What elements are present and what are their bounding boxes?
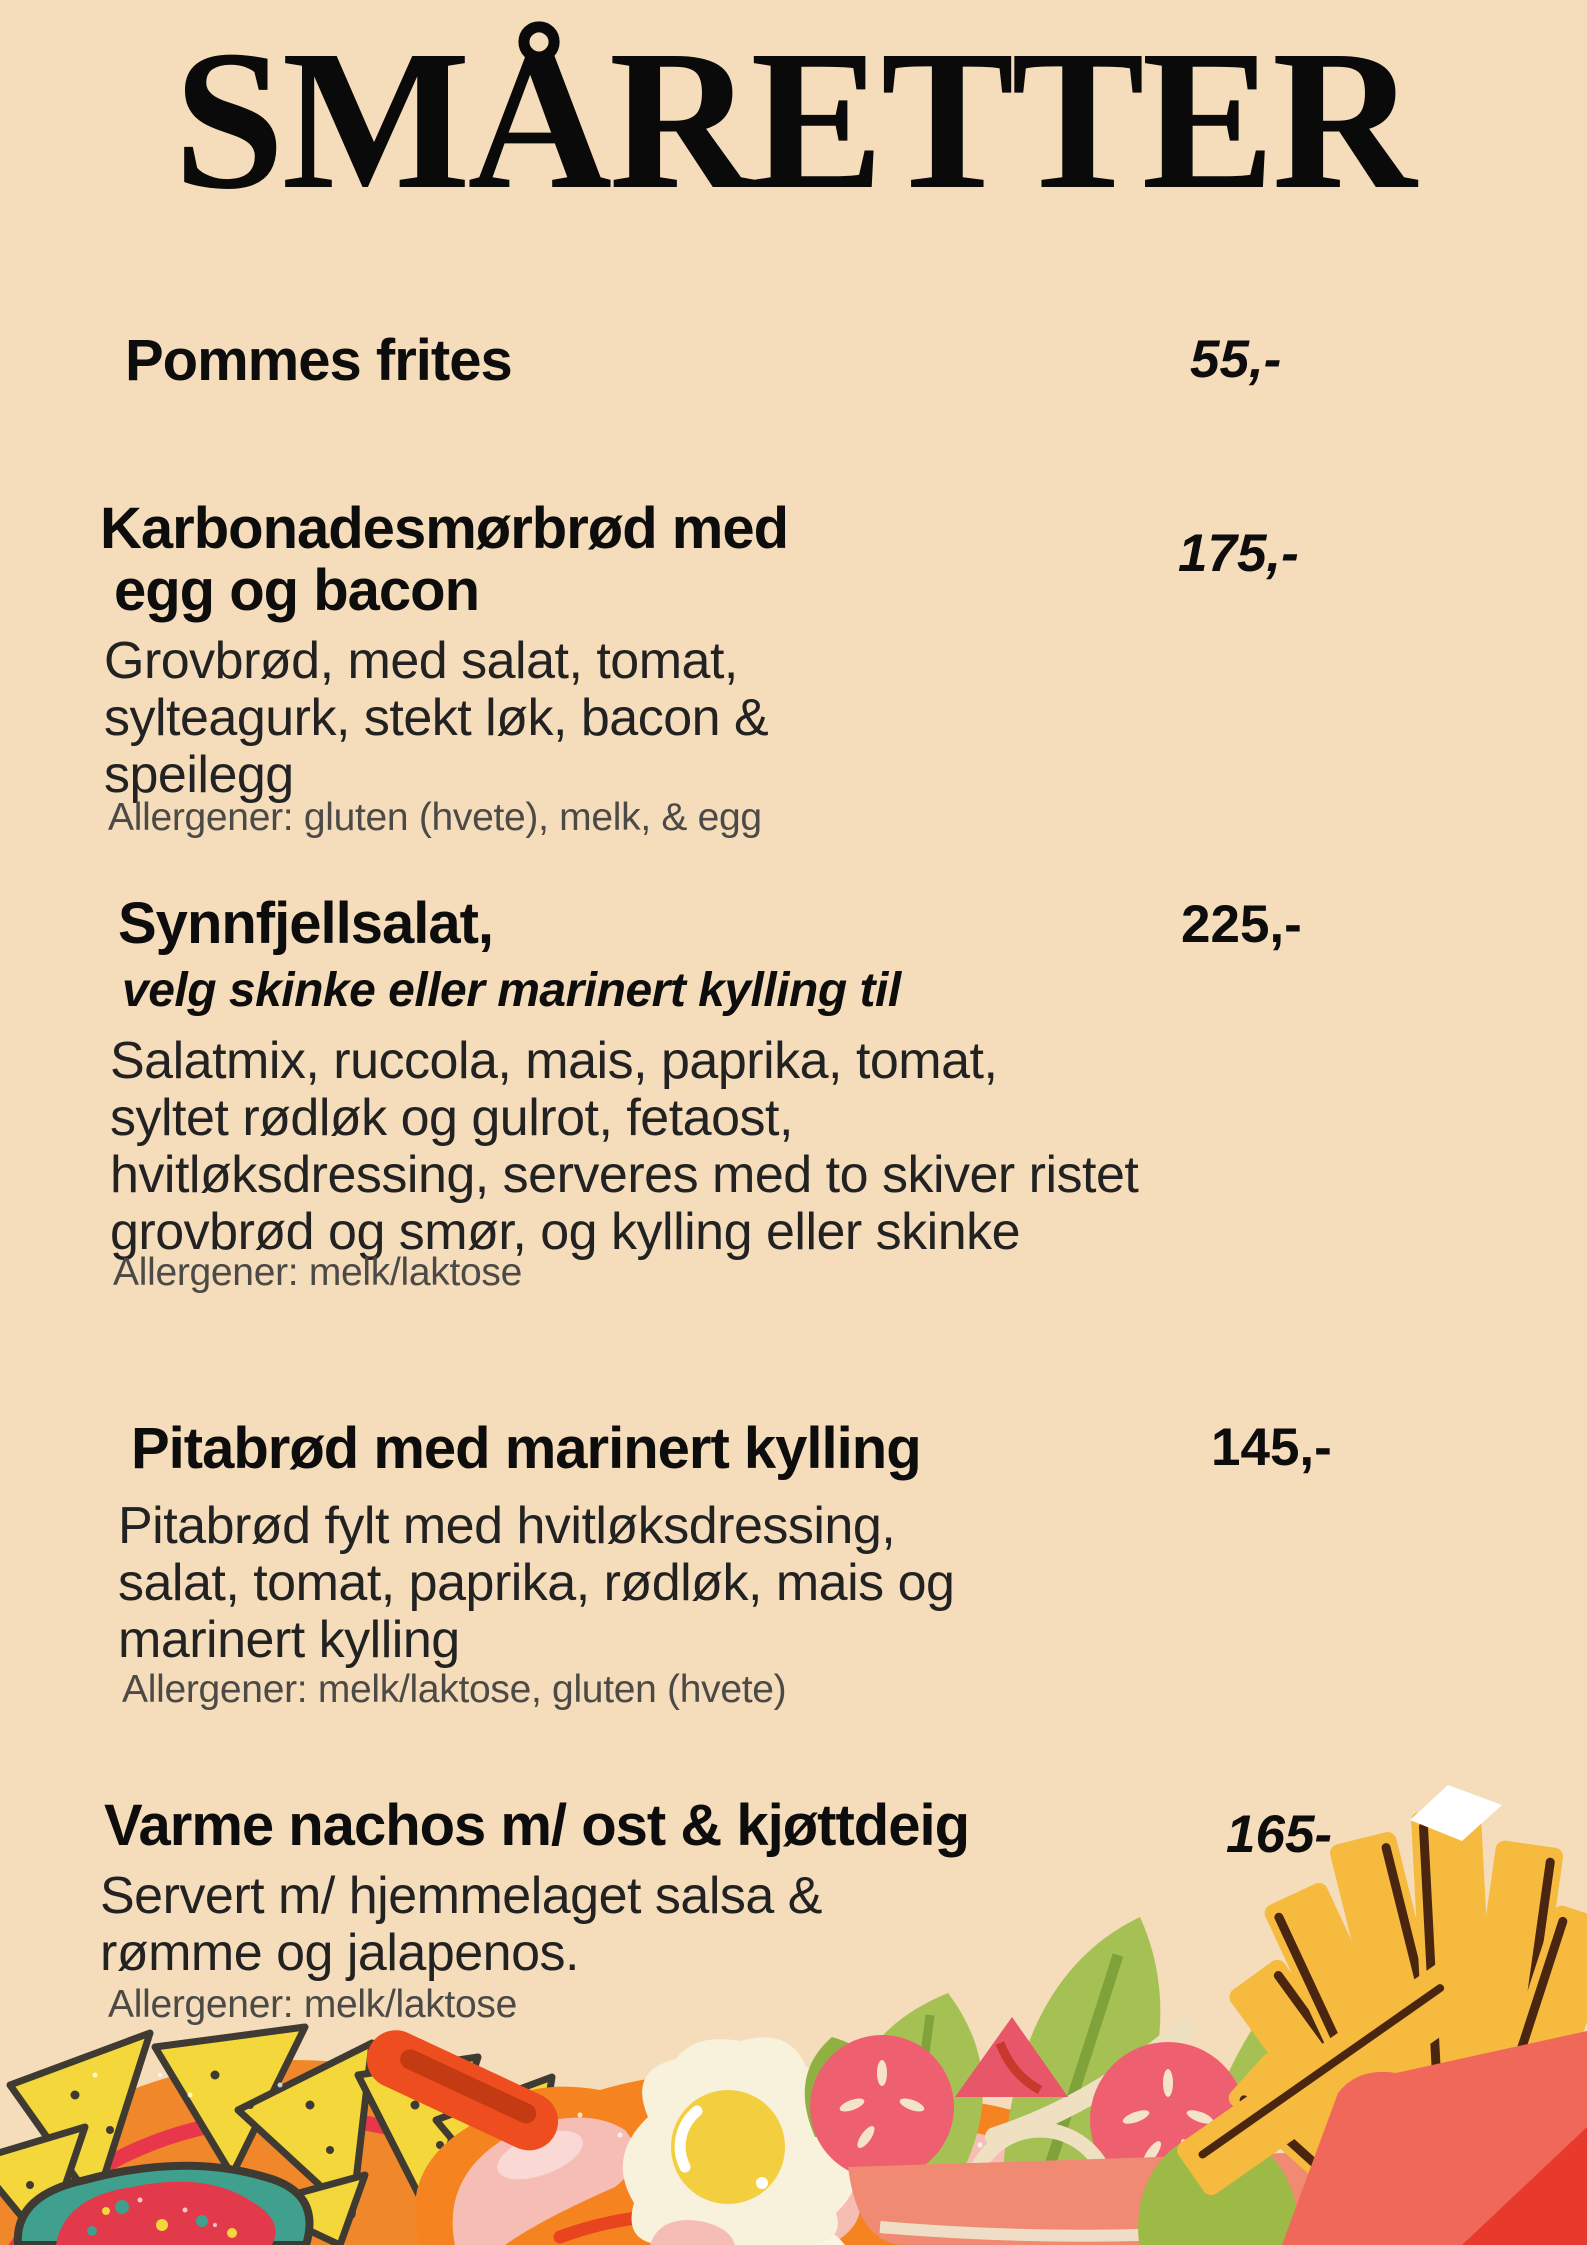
page-title: SMÅRETTER: [173, 10, 1414, 231]
item-description: [110, 1033, 1138, 1261]
item-description: [104, 633, 768, 804]
item-description-line: Salatmix, ruccola, mais, paprika, tomat,: [110, 1032, 998, 1090]
item-allergens: Allergener: melk/laktose, gluten (hvete): [122, 1668, 787, 1711]
item-description-line: salat, tomat, paprika, rødløk, mais og: [118, 1554, 955, 1612]
item-price: 165-: [1226, 1805, 1333, 1864]
item-name: [131, 1418, 921, 1480]
item-price: 55,-: [1190, 330, 1282, 389]
item-description: [118, 1498, 954, 1669]
french-fries-icon: [1174, 1785, 1587, 2245]
item-description-line: Servert m/ hjemmelaget salsa &: [100, 1867, 822, 1925]
food-illustration: [0, 1775, 1587, 2245]
item-price: 175,-: [1178, 524, 1299, 583]
item-description-line: hvitløksdressing, serveres med to skiver ristet: [110, 1146, 1139, 1204]
item-description-line: syltet rødløk og gulrot, fetaost,: [110, 1089, 793, 1147]
item-allergens: Allergener: melk/laktose: [108, 1983, 517, 2026]
item-price: 225,-: [1181, 895, 1302, 954]
item-name-line: egg og bacon: [114, 558, 479, 623]
item-description-line: Pitabrød fylt med hvitløksdressing,: [118, 1497, 896, 1555]
item-name-line: Synnfjellsalat,: [118, 891, 494, 956]
item-name-line: Karbonadesmørbrød med: [100, 496, 788, 561]
item-description-line: marinert kylling: [118, 1611, 460, 1669]
item-name-line: Pommes frites: [125, 328, 512, 393]
item-description-line: grovbrød og smør, og kylling eller skinke: [110, 1203, 1021, 1261]
item-name-line: Varme nachos m/ ost & kjøttdeig: [104, 1793, 969, 1858]
item-name: [118, 893, 493, 955]
item-name: [100, 498, 788, 622]
item-description-line: sylteagurk, stekt løk, bacon &: [104, 689, 769, 747]
item-description-line: rømme og jalapenos.: [100, 1924, 579, 1982]
item-description-line: Grovbrød, med salat, tomat,: [104, 632, 738, 690]
item-subtitle: velg skinke eller marinert kylling til: [122, 964, 901, 1017]
menu-item: [0, 891, 1587, 1294]
item-name-line: Pitabrød med marinert kylling: [131, 1416, 921, 1481]
menu-item: [0, 1416, 1587, 1711]
menu-item: [0, 496, 1587, 839]
item-name: [125, 330, 512, 392]
menu-item: [0, 328, 1587, 393]
item-allergens: Allergener: gluten (hvete), melk, & egg: [108, 796, 762, 839]
item-allergens: Allergener: melk/laktose: [113, 1251, 522, 1294]
item-price: 145,-: [1211, 1418, 1332, 1477]
item-description-line: speilegg: [104, 746, 294, 804]
